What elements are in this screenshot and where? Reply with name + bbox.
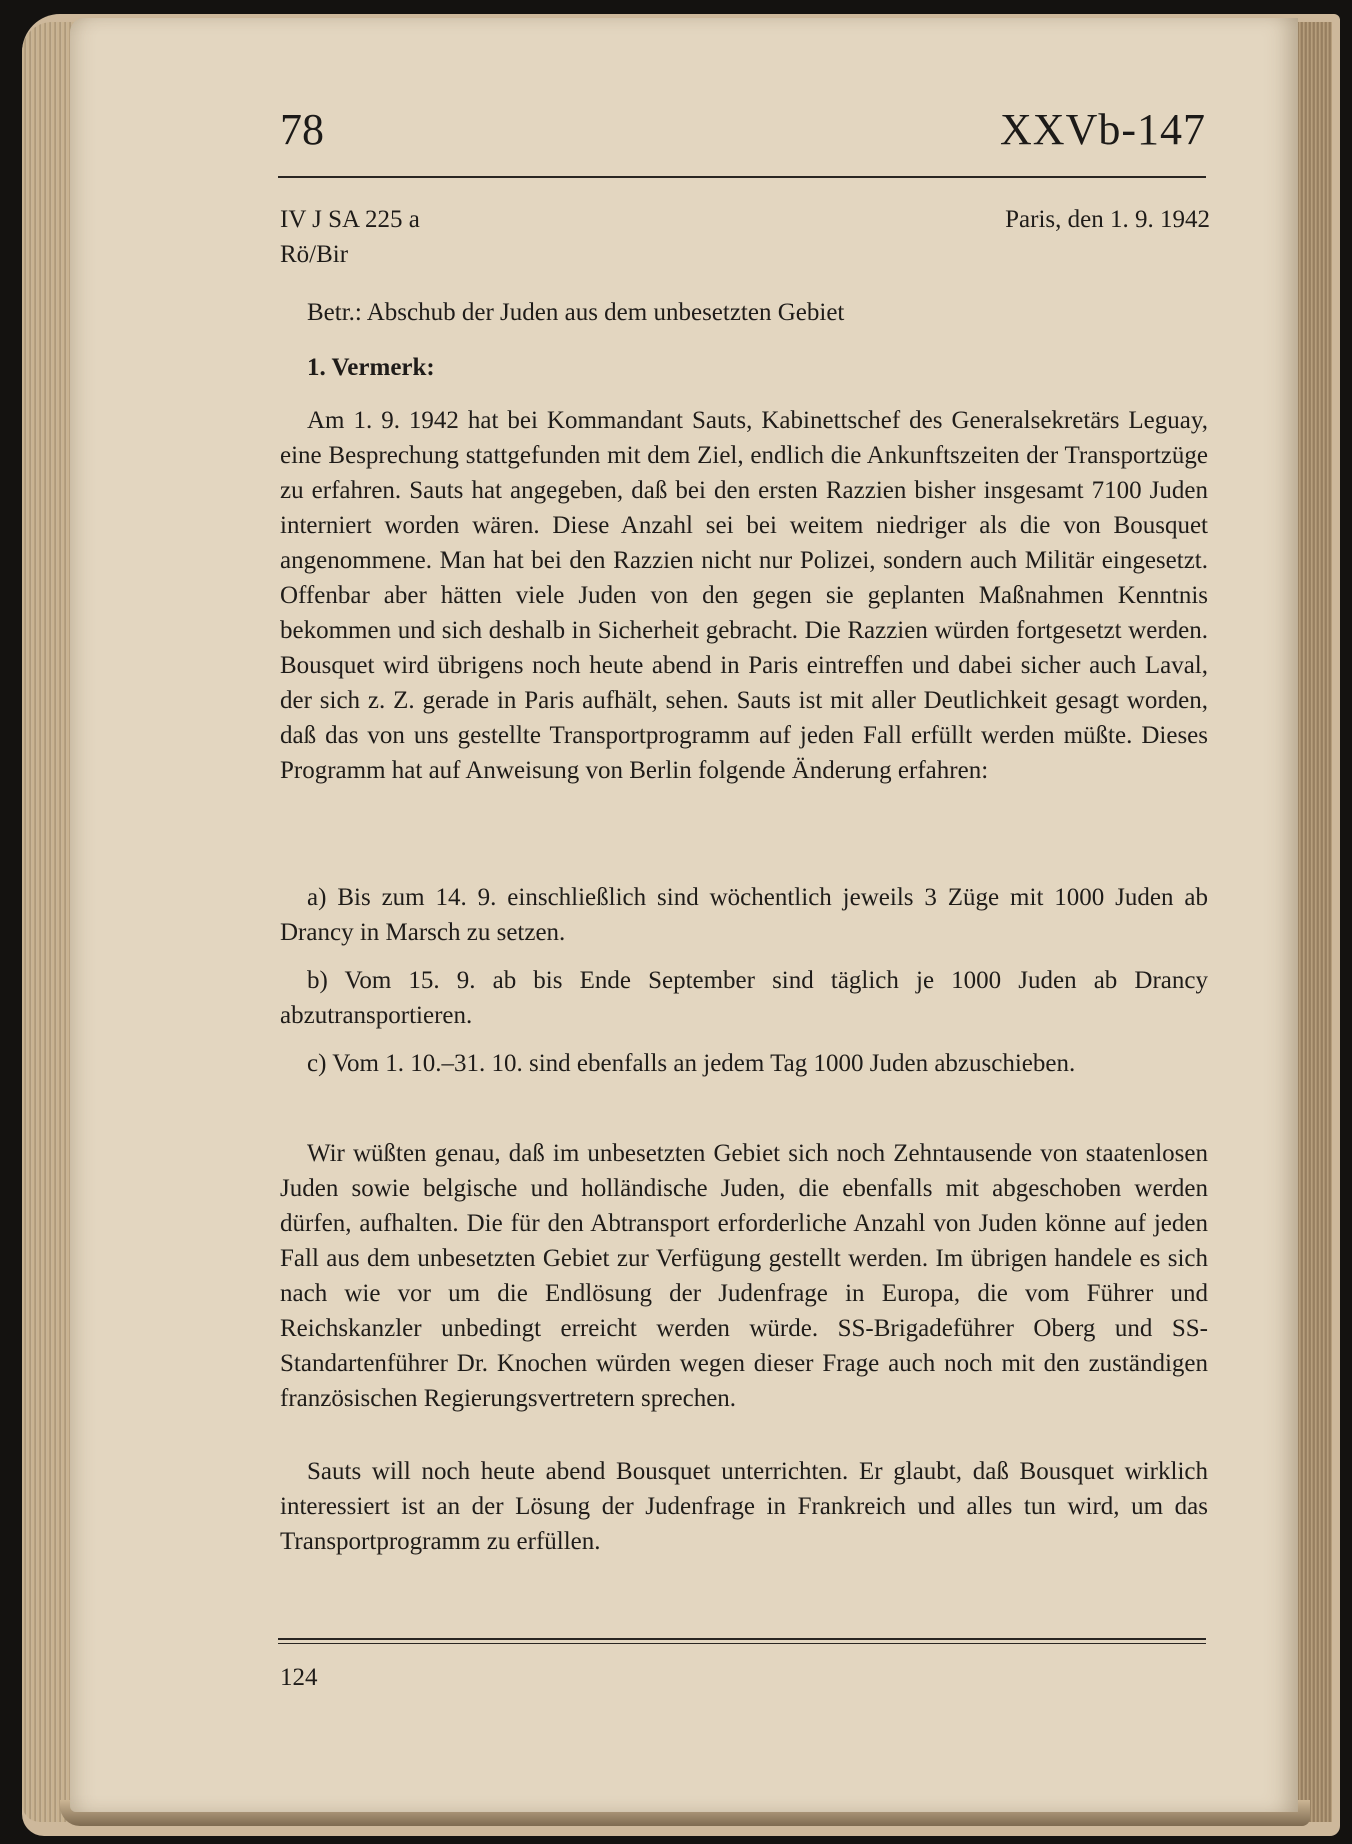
reference-line-2: Rö/Bir [280,241,349,268]
paragraph-1-text: Am 1. 9. 1942 hat bei Kommandant Sauts, Kabinettschef des Generalsekretärs Leguay, eine Besprechung stattgefunden mit dem Ziel, endlich die Ankunftszeiten der Transportzüge zu erfahren. Sauts hat angegeben, daß bei den ersten Razzien bisher insgesamt 7100 Juden interniert worden wären. Diese Anzahl sei bei weitem niedriger als die von Bousquet angenommene. Man hat bei den Razzien nicht nur Polizei, sondern auch Militär eingesetzt. Offenbar aber hätten viele Juden von den gegen sie geplanten Maßnahmen Kenntnis bekommen und sich deshalb in Sicherheit gebracht. Die Razzien würden fortgesetzt werden. Bousquet wird übrigens noch heute abend in Paris eintreffen und dabei sicher auch Laval, der sich z. Z. gerade in Paris aufhält, sehen. Sauts ist mit aller Deutlichkeit gesagt worden, daß das von uns gestellte Transportprogramm auf jeden Fall erfüllt werden müßte. Dieses Programm hat auf Anweisung von Berlin folgende Änderung erfahren: [280,407,1208,784]
list-item-c-text: c) Vom 1. 10.–31. 10. sind ebenfalls an jedem Tag 1000 Juden abzuschieben. [307,1050,1076,1077]
footer-rule [278,1638,1206,1644]
paragraph-3 [280,1454,1208,1559]
reference-block [280,202,580,272]
section-heading: 1. Vermerk: [307,354,435,381]
list-item-a [280,880,1208,950]
reference-line-1: IV J SA 225 a [280,206,420,233]
header-page-number: 78 [280,105,324,154]
page-edges-right [1296,22,1332,1822]
list-item-b [280,963,1208,1033]
header-rule [278,176,1206,178]
list-item-c [280,1046,1208,1081]
paragraph-1 [280,403,1208,788]
header-document-code: XXVb-147 [1000,105,1206,154]
paragraph-2 [280,1136,1208,1416]
paragraph-2-text: Wir wüßten genau, daß im unbesetzten Gebiet sich noch Zehntausende von staatenlosen Juden sowie belgische und holländische Juden, die ebenfalls mit abgeschoben werden dürfen, aufhalten. Die für den Abtransport erforderliche Anzahl von Juden könne auf jeden Fall aus dem unbesetzten Gebiet zur Verfügung gestellt werden. Im übrigen handele es sich nach wie vor um die Endlösung der Judenfrage in Europa, die vom Führer und Reichskanzler unbedingt erreicht werden würde. SS-Brigadeführer Oberg und SS-Standartenführer Dr. Knochen würden wegen dieser Frage auch noch mit den zuständigen französischen Regierungsvertretern sprechen. [280,1140,1208,1412]
footer-page-number: 124 [280,1664,318,1691]
subject-line: Betr.: Abschub der Juden aus dem unbesetzten Gebiet [307,299,845,326]
letter-date: Paris, den 1. 9. 1942 [1005,206,1210,233]
paragraph-3-text: Sauts will noch heute abend Bousquet unterrichten. Er glaubt, daß Bousquet wirklich interessiert ist an der Lösung der Judenfrage in Frankreich und alles tun wird, um das Transportprogramm zu erfüllen. [280,1458,1208,1555]
list-item-a-text: a) Bis zum 14. 9. einschließlich sind wöchentlich jeweils 3 Züge mit 1000 Juden ab Drancy in Marsch zu setzen. [280,884,1208,946]
list-item-b-text: b) Vom 15. 9. ab bis Ende September sind täglich je 1000 Juden ab Drancy abzutransportieren. [280,967,1208,1029]
